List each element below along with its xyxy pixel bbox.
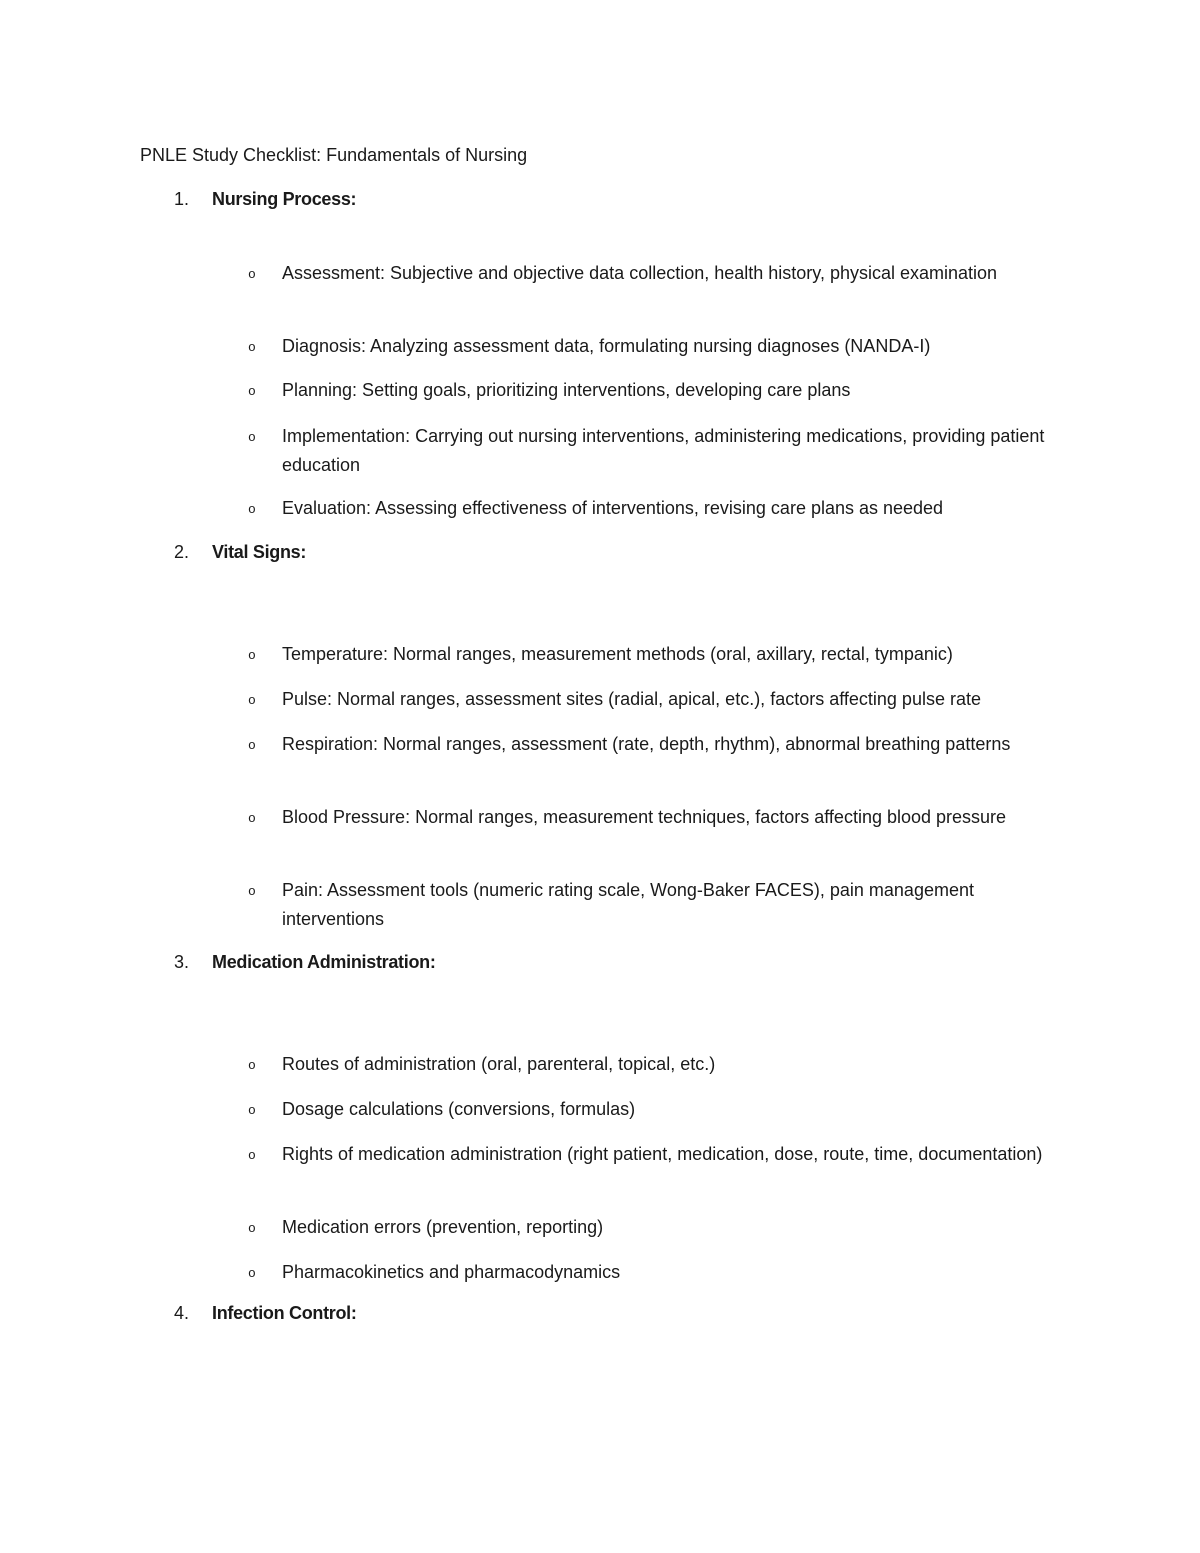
document-title: PNLE Study Checklist: Fundamentals of Nursing xyxy=(140,145,528,165)
section-number: 4. xyxy=(174,1303,190,1323)
section-heading xyxy=(0,188,1200,214)
list-item-text: Diagnosis: Analyzing assessment data, formulating nursing diagnoses (NANDA-I) xyxy=(282,336,931,356)
bullet-marker: o xyxy=(248,340,256,355)
list-item-text: Pharmacokinetics and pharmacodynamics xyxy=(282,1262,621,1282)
bullet-marker: o xyxy=(248,1221,256,1236)
bullet-marker: o xyxy=(248,502,256,517)
list-item-text: Medication errors (prevention, reporting) xyxy=(282,1217,604,1237)
list-item-text: Assessment: Subjective and objective data collection, health history, physical examination xyxy=(282,263,998,283)
section-heading xyxy=(0,1302,1200,1328)
bullet-marker: o xyxy=(248,384,256,399)
section-label: Infection Control: xyxy=(212,1303,357,1323)
section-label: Medication Administration: xyxy=(212,952,436,972)
list-item-text: Pulse: Normal ranges, assessment sites (radial, apical, etc.), factors affecting pulse rate xyxy=(282,689,981,709)
bullet-marker: o xyxy=(248,648,256,663)
section-number: 3. xyxy=(174,952,190,972)
list-item-text: Blood Pressure: Normal ranges, measurement techniques, factors affecting blood pressure xyxy=(282,807,1007,827)
bullet-marker: o xyxy=(248,811,256,826)
list-item-text: Evaluation: Assessing effectiveness of interventions, revising care plans as needed xyxy=(282,498,944,518)
section-number: 1. xyxy=(174,189,190,209)
list-item-text: Implementation: Carrying out nursing interventions, administering medications, providing patient education xyxy=(282,426,1045,475)
list-item-text: Planning: Setting goals, prioritizing interventions, developing care plans xyxy=(282,380,851,400)
bullet-marker: o xyxy=(248,1058,256,1073)
section-number: 2. xyxy=(174,542,190,562)
bullet-marker: o xyxy=(248,430,256,445)
bullet-marker: o xyxy=(248,267,256,282)
list-item-text: Routes of administration (oral, parenteral, topical, etc.) xyxy=(282,1054,716,1074)
list-item-text: Pain: Assessment tools (numeric rating scale, Wong-Baker FACES), pain management interventions xyxy=(282,880,974,929)
bullet-marker: o xyxy=(248,1103,256,1118)
section-heading xyxy=(0,541,1200,567)
bullet-marker: o xyxy=(248,1148,256,1163)
list-item-text: Respiration: Normal ranges, assessment (rate, depth, rhythm), abnormal breathing patterns xyxy=(282,734,1011,754)
bullet-marker: o xyxy=(248,693,256,708)
list-item-text: Temperature: Normal ranges, measurement methods (oral, axillary, rectal, tympanic) xyxy=(282,644,953,664)
section-label: Vital Signs: xyxy=(212,542,307,562)
bullet-marker: o xyxy=(248,738,256,753)
list-item-text: Dosage calculations (conversions, formulas) xyxy=(282,1099,636,1119)
bullet-marker: o xyxy=(248,1266,256,1281)
section-label: Nursing Process: xyxy=(212,189,357,209)
bullet-marker: o xyxy=(248,884,256,899)
section-heading xyxy=(0,951,1200,977)
list-item-text: Rights of medication administration (right patient, medication, dose, route, time, documentation) xyxy=(282,1144,1043,1164)
